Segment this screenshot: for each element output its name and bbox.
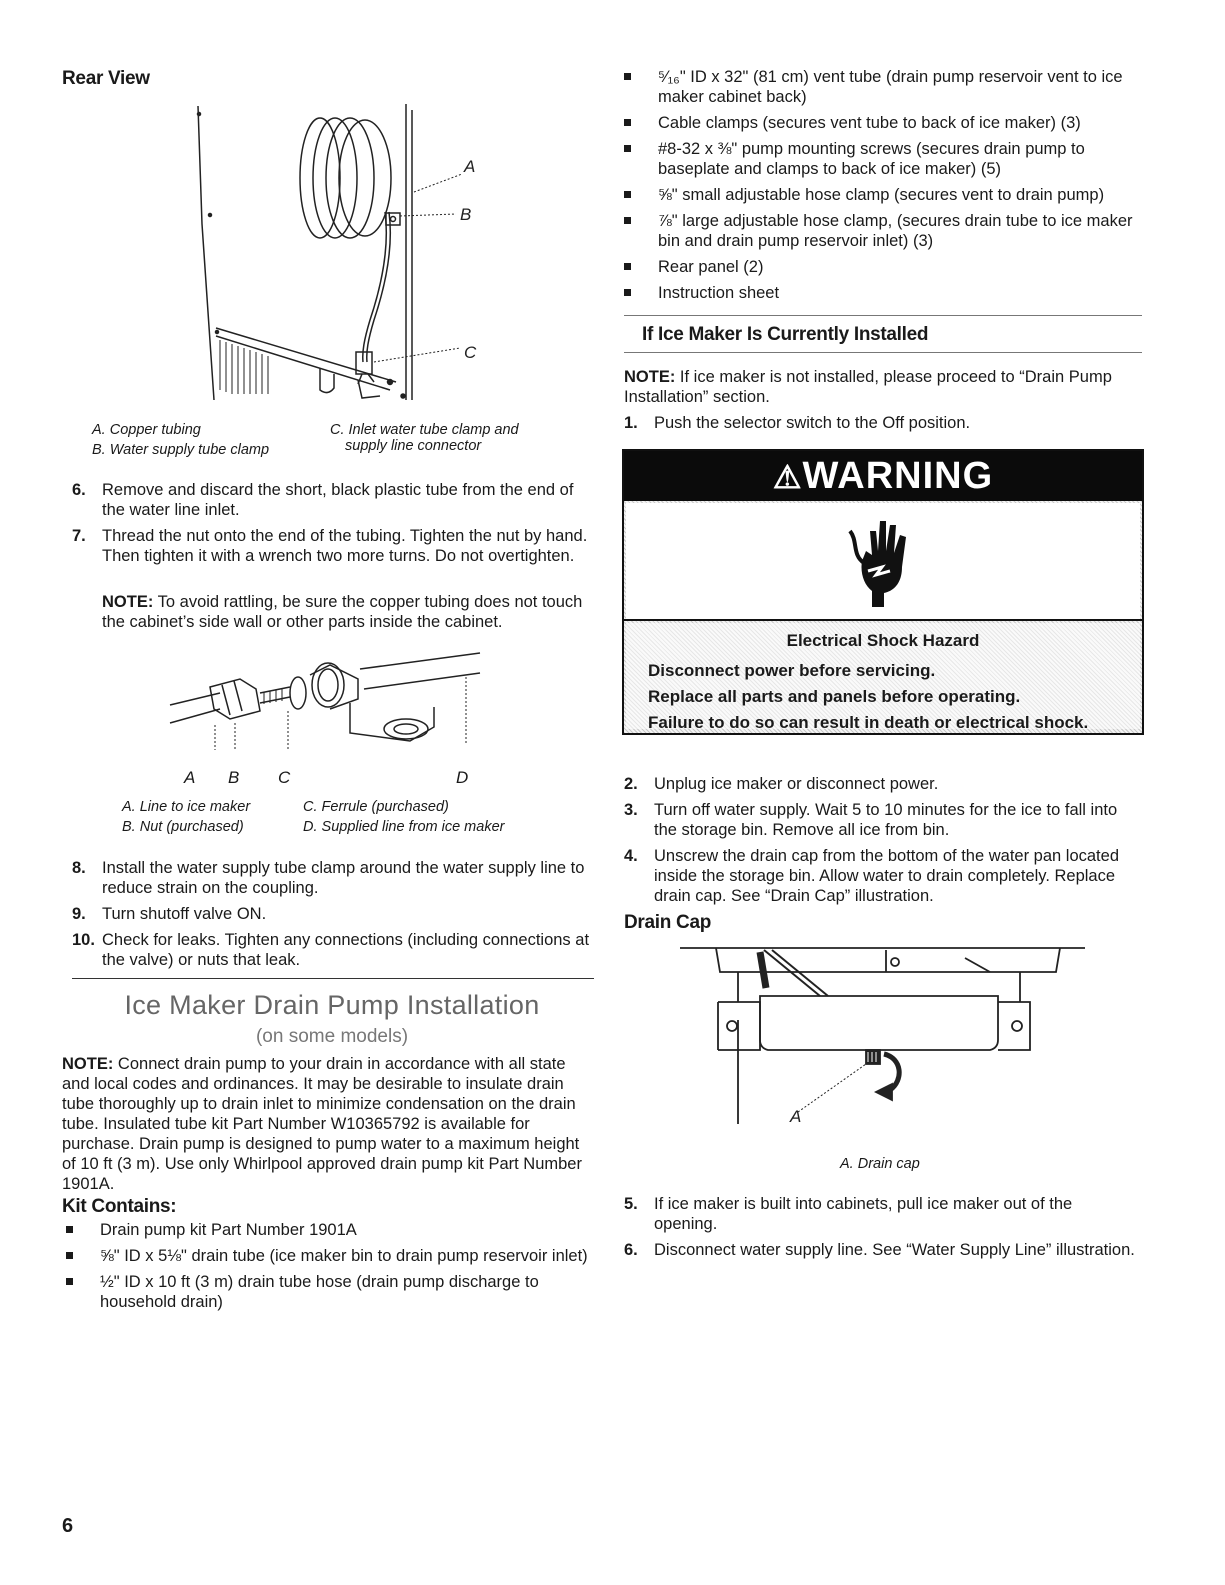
installed-rule-bottom bbox=[624, 352, 1142, 353]
step-number: 8. bbox=[72, 859, 86, 877]
rear-label-a: A bbox=[464, 157, 476, 176]
step-number: 3. bbox=[624, 801, 638, 819]
steps-8-10 bbox=[72, 858, 592, 976]
step-number: 5. bbox=[624, 1195, 638, 1213]
warning-hazard-title: Electrical Shock Hazard bbox=[786, 631, 980, 650]
steps-2-4 bbox=[624, 774, 1139, 912]
step-10 bbox=[72, 930, 592, 970]
step-text: Check for leaks. Tighten any connections (including connections at the valve) or nuts that leak. bbox=[102, 931, 590, 969]
fitting-illustration bbox=[160, 645, 500, 765]
step-3 bbox=[624, 800, 1139, 840]
installed-rule-top bbox=[624, 315, 1142, 316]
list-item bbox=[62, 1220, 597, 1240]
list-item bbox=[620, 139, 1140, 179]
list-item bbox=[620, 257, 1140, 277]
list-item-text: ⅞" large adjustable hose clamp, (secures drain tube to ice maker bin and drain pump reservoir inlet) (3) bbox=[658, 212, 1133, 250]
electric-shock-hand-icon bbox=[848, 511, 918, 611]
step-text: Unscrew the drain cap from the bottom of the water pan located inside the storage bin. Allow water to drain completely. Replace drain cap. See “Drain Cap” illustration. bbox=[654, 847, 1119, 905]
drain-cap-heading: Drain Cap bbox=[624, 912, 712, 933]
step-6 bbox=[72, 480, 592, 520]
rear-view-illustration bbox=[190, 100, 490, 412]
installed-heading: If Ice Maker Is Currently Installed bbox=[642, 324, 929, 345]
list-item-text: ½" ID x 10 ft (3 m) drain tube hose (drain pump discharge to household drain) bbox=[100, 1273, 539, 1311]
bullet-icon bbox=[624, 145, 631, 152]
step-text: Turn shutoff valve ON. bbox=[102, 905, 267, 923]
step-number: 7. bbox=[72, 527, 86, 545]
list-item-text: Instruction sheet bbox=[658, 284, 780, 302]
bullet-icon bbox=[624, 263, 631, 270]
list-item-text: ⅝" ID x 5⅛" drain tube (ice maker bin to drain pump reservoir inlet) bbox=[100, 1247, 588, 1265]
kit-list-right bbox=[620, 67, 1140, 309]
fitting-label-b: B bbox=[228, 768, 240, 787]
list-item bbox=[620, 283, 1140, 303]
list-item-text: Cable clamps (secures vent tube to back of ice maker) (3) bbox=[658, 114, 1081, 132]
step-number: 4. bbox=[624, 847, 638, 865]
warning-line-1: Disconnect power before servicing. bbox=[648, 661, 936, 680]
step-9 bbox=[72, 904, 592, 924]
list-item-text: #8-32 x ⅜" pump mounting screws (secures drain pump to baseplate and clamps to back of ice maker) (5) bbox=[658, 140, 1085, 178]
warning-banner bbox=[624, 451, 1142, 501]
fitting-caption-a: A. Line to ice maker bbox=[122, 799, 251, 815]
note-step-7 bbox=[102, 592, 597, 632]
step-number: 6. bbox=[624, 1241, 638, 1259]
warning-banner-text: WARNING bbox=[802, 455, 994, 497]
step-8 bbox=[72, 858, 592, 898]
warning-triangle-icon: ⚠ bbox=[772, 459, 803, 495]
note-text: Connect drain pump to your drain in accordance with all state and local codes and ordinances. It may be desirable to insulate drain tube thoroughly up to drain inlet to minimize condensation on the drain tube. Insulated tube kit Part Number W10365792 is available for purchase. Drain pump is designed to pump water to a maximum height of 10 ft (3 m). Use only Whirlpool approved drain pump kit Part Number 1901A. bbox=[62, 1055, 582, 1193]
kit-heading: Kit Contains: bbox=[62, 1196, 177, 1217]
note-label: NOTE: bbox=[624, 368, 676, 386]
step-6b bbox=[624, 1240, 1139, 1260]
bullet-icon bbox=[624, 217, 631, 224]
bullet-icon bbox=[624, 289, 631, 296]
steps-6-7 bbox=[72, 480, 592, 572]
list-item bbox=[620, 185, 1140, 205]
kit-list-left bbox=[62, 1220, 597, 1318]
warning-icon-panel bbox=[626, 503, 1140, 619]
installed-note bbox=[624, 367, 1139, 407]
step-text: Unplug ice maker or disconnect power. bbox=[654, 775, 939, 793]
fitting-label-a: A bbox=[184, 768, 196, 787]
step-1 bbox=[624, 413, 1139, 433]
note-text: If ice maker is not installed, please proceed to “Drain Pump Installation” section. bbox=[624, 368, 1112, 406]
drain-cap-illustration bbox=[680, 940, 1090, 1130]
list-item bbox=[620, 67, 1140, 107]
fitting-label-c: C bbox=[278, 768, 291, 787]
step-number: 10. bbox=[72, 931, 95, 949]
step-text: Push the selector switch to the Off position. bbox=[654, 414, 971, 432]
step-5 bbox=[624, 1194, 1139, 1234]
list-item bbox=[620, 211, 1140, 251]
warning-line-3: Failure to do so can result in death or electrical shock. bbox=[648, 713, 1089, 732]
step-4 bbox=[624, 846, 1139, 906]
list-item-text: ⅝" small adjustable hose clamp (secures vent to drain pump) bbox=[658, 186, 1105, 204]
list-item bbox=[62, 1246, 597, 1266]
step-text: Turn off water supply. Wait 5 to 10 minutes for the ice to fall into the storage bin. Remove all ice from bin. bbox=[654, 801, 1118, 839]
rear-label-b: B bbox=[460, 205, 472, 224]
note-text: To avoid rattling, be sure the copper tubing does not touch the cabinet’s side wall or other parts inside the cabinet. bbox=[102, 593, 583, 631]
step-text: Disconnect water supply line. See “Water Supply Line” illustration. bbox=[654, 1241, 1135, 1259]
fitting-caption-d: D. Supplied line from ice maker bbox=[303, 819, 505, 835]
list-item-text: Rear panel (2) bbox=[658, 258, 764, 276]
list-item bbox=[620, 113, 1140, 133]
bullet-icon bbox=[624, 191, 631, 198]
step-text: Thread the nut onto the end of the tubing. Tighten the nut by hand. Then tighten it with a wrench two more turns. Do not overtighten. bbox=[102, 527, 588, 565]
step-text: Remove and discard the short, black plastic tube from the end of the water line inlet. bbox=[102, 481, 574, 519]
step-number: 6. bbox=[72, 481, 86, 499]
rear-caption-c2: supply line connector bbox=[345, 438, 482, 454]
rear-view-heading: Rear View bbox=[62, 68, 150, 89]
step-7 bbox=[72, 526, 592, 566]
step-text: If ice maker is built into cabinets, pull ice maker out of the opening. bbox=[654, 1195, 1073, 1233]
rear-label-c: C bbox=[464, 343, 477, 362]
step-number: 1. bbox=[624, 414, 638, 432]
fitting-caption-b: B. Nut (purchased) bbox=[122, 819, 244, 835]
drain-label-a: A bbox=[790, 1107, 802, 1126]
rear-caption-a: A. Copper tubing bbox=[92, 422, 201, 438]
list-item-text: Drain pump kit Part Number 1901A bbox=[100, 1221, 357, 1239]
bullet-icon bbox=[66, 1278, 73, 1285]
page-number: 6 bbox=[62, 1515, 74, 1537]
bullet-icon bbox=[624, 73, 631, 80]
step-text: Install the water supply tube clamp around the water supply line to reduce strain on the coupling. bbox=[102, 859, 585, 897]
drain-caption: A. Drain cap bbox=[840, 1156, 920, 1172]
rear-caption-c1: C. Inlet water tube clamp and bbox=[330, 422, 519, 438]
bullet-icon bbox=[66, 1252, 73, 1259]
section-subtitle: (on some models) bbox=[255, 1026, 409, 1047]
bullet-icon bbox=[66, 1226, 73, 1233]
steps-5-6 bbox=[624, 1194, 1139, 1266]
note-label: NOTE: bbox=[102, 593, 154, 611]
step-number: 9. bbox=[72, 905, 86, 923]
section-title: Ice Maker Drain Pump Installation bbox=[124, 990, 540, 1020]
rear-caption-b: B. Water supply tube clamp bbox=[92, 442, 270, 458]
step-1-list bbox=[624, 413, 1139, 439]
step-number: 2. bbox=[624, 775, 638, 793]
warning-box-bottom bbox=[622, 619, 1144, 735]
step-2 bbox=[624, 774, 1139, 794]
list-item-text: ⁵⁄₁₆" ID x 32" (81 cm) vent tube (drain pump reservoir vent to ice maker cabinet back) bbox=[658, 68, 1123, 106]
fitting-label-d: D bbox=[456, 768, 469, 787]
bullet-icon bbox=[624, 119, 631, 126]
list-item bbox=[62, 1272, 597, 1312]
fitting-caption-c: C. Ferrule (purchased) bbox=[303, 799, 449, 815]
drain-note bbox=[62, 1054, 592, 1194]
warning-box-top bbox=[622, 449, 1144, 623]
section-rule bbox=[72, 978, 594, 979]
warning-line-2: Replace all parts and panels before operating. bbox=[648, 687, 1021, 706]
note-label: NOTE: bbox=[62, 1055, 114, 1073]
